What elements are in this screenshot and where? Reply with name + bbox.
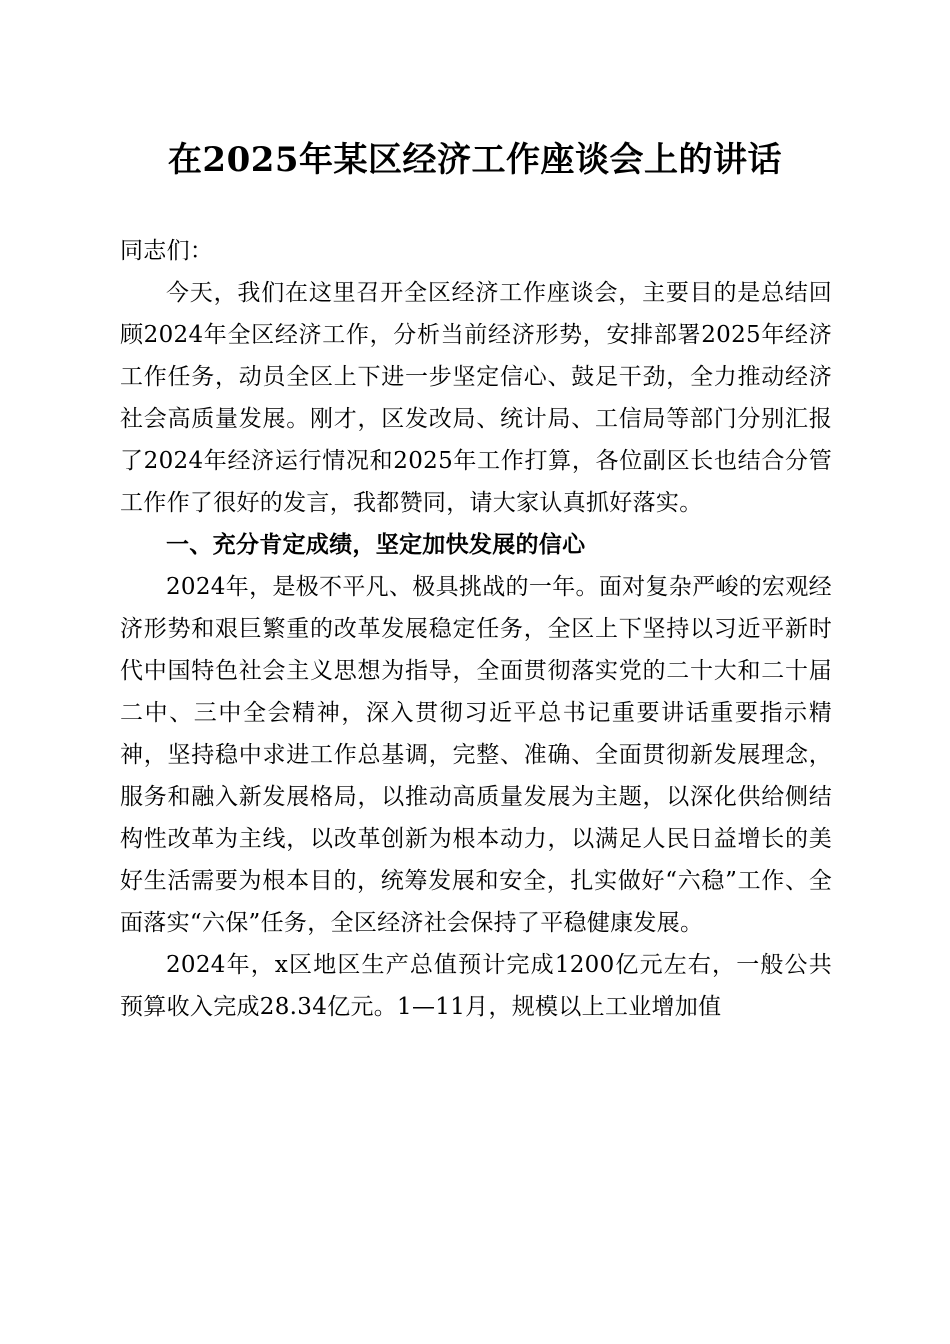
section-paragraph-1: 2024年，是极不平凡、极具挑战的一年。面对复杂严峻的宏观经济形势和艰巨繁重的改革发展稳定任务，全区上下坚持以习近平新时代中国特色社会主义思想为指导，全面贯彻落实党的二十大和二十届二中、三中全会精神，深入贯彻习近平总书记重要讲话重要指示精神，坚持稳中求进工作总基调，完整、准确、全面贯彻新发展理念，服务和融入新发展格局，以推动高质量发展为主题，以深化供给侧结构性改革为主线，以改革创新为根本动力，以满足人民日益增长的美好生活需要为根本目的，统筹发展和安全，扎实做好“六稳”工作、全面落实“六保”任务，全区经济社会保持了平稳健康发展。	[120, 574, 832, 936]
section-heading: 一、充分肯定成绩，坚定加快发展的信心	[166, 532, 586, 558]
section-paragraph-2: 2024年，x区地区生产总值预计完成1200亿元左右，一般公共预算收入完成28.34亿元。1—11月，规模以上工业增加值	[120, 952, 832, 1020]
intro-paragraph: 今天，我们在这里召开全区经济工作座谈会，主要目的是总结回顾2024年全区经济工作，分析当前经济形势，安排部署2025年经济工作任务，动员全区上下进一步坚定信心、鼓足干劲，全力推动经济社会高质量发展。刚才，区发改局、统计局、工信局等部门分别汇报了2024年经济运行情况和2025年工作打算，各位副区长也结合分管工作作了很好的发言，我都赞同，请大家认真抓好落实。	[120, 280, 832, 516]
document-body	[120, 230, 832, 1028]
document-title: 在2025年某区经济工作座谈会上的讲话	[167, 140, 783, 180]
salutation: 同志们：	[120, 238, 214, 264]
